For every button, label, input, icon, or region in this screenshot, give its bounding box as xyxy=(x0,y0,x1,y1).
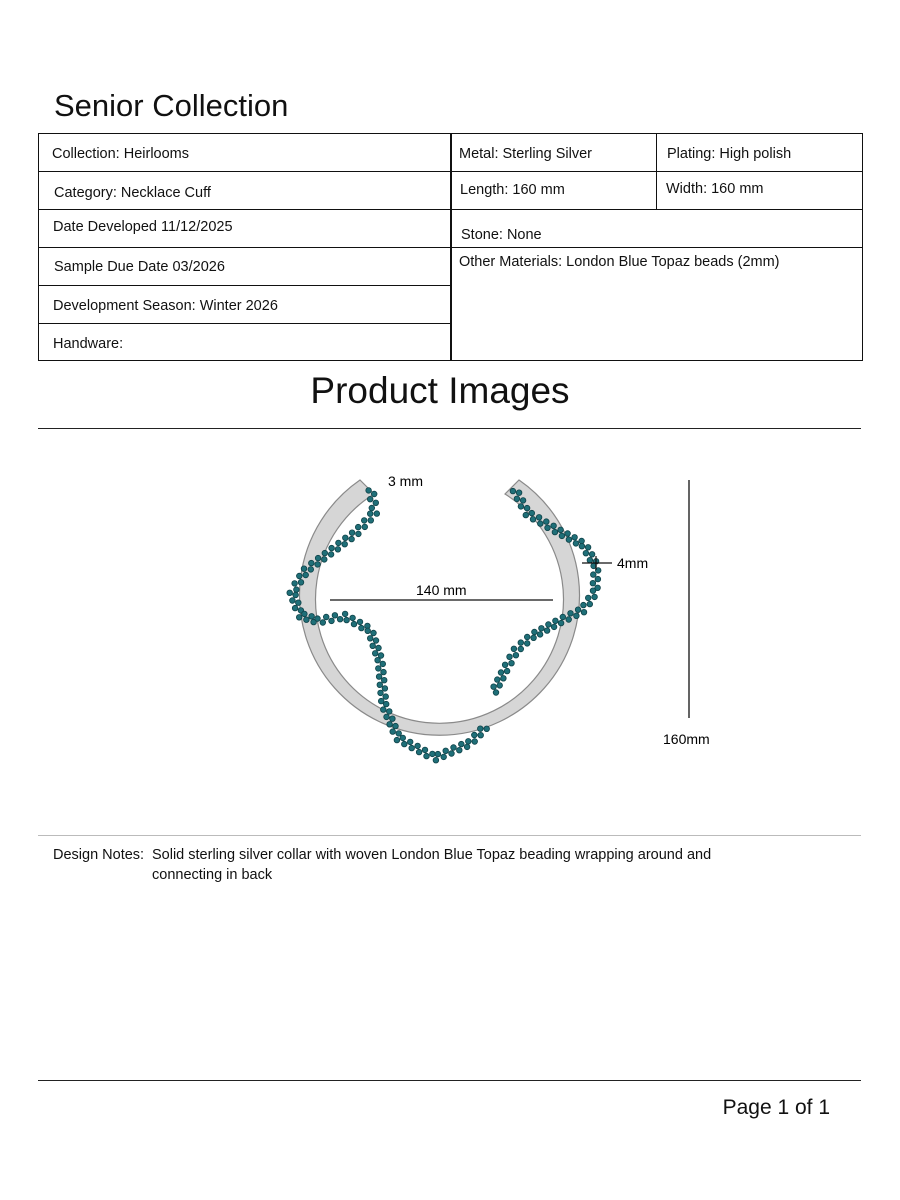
bead xyxy=(292,605,298,611)
bead xyxy=(361,518,367,524)
design-notes-label: Design Notes: xyxy=(53,847,145,863)
bead xyxy=(315,616,321,622)
bead xyxy=(524,634,530,640)
bead xyxy=(493,690,499,696)
bead xyxy=(294,587,300,593)
bead xyxy=(568,611,574,617)
bead xyxy=(514,496,520,502)
bead xyxy=(520,498,526,504)
bead xyxy=(530,517,536,523)
bead xyxy=(518,504,524,510)
bead xyxy=(332,613,338,619)
bead xyxy=(335,547,341,553)
bead xyxy=(384,714,390,720)
bead xyxy=(308,567,314,573)
bead xyxy=(472,732,478,738)
bead xyxy=(349,530,355,536)
bead xyxy=(293,592,299,598)
page-title: Senior Collection xyxy=(54,88,289,123)
bead xyxy=(546,622,552,628)
bead xyxy=(387,709,393,715)
bead xyxy=(518,640,524,646)
bead xyxy=(377,682,383,688)
bead xyxy=(376,645,382,651)
bead xyxy=(373,638,379,644)
bead xyxy=(585,545,591,551)
dim-thickness-label: 3 mm xyxy=(388,473,423,489)
bead xyxy=(367,496,373,502)
bead xyxy=(511,646,517,652)
bead xyxy=(518,646,524,652)
bead xyxy=(443,748,449,754)
collection-field: Collection: Heirlooms xyxy=(52,146,189,162)
bead xyxy=(394,737,400,743)
bead xyxy=(449,751,455,757)
bead xyxy=(524,505,530,511)
bead xyxy=(296,615,302,621)
bead xyxy=(587,557,593,563)
bead xyxy=(590,588,596,594)
bead xyxy=(292,581,298,587)
bead xyxy=(315,562,321,568)
date-developed-field: Date Developed 11/12/2025 xyxy=(53,219,233,235)
width-field: Width: 160 mm xyxy=(666,181,764,197)
bead xyxy=(342,541,348,547)
bead xyxy=(501,676,507,682)
bead xyxy=(390,729,396,735)
bead xyxy=(587,601,593,607)
hardware-field: Handware: xyxy=(53,336,124,352)
bead xyxy=(396,731,402,737)
bead xyxy=(298,580,304,586)
bead xyxy=(320,620,326,626)
bead xyxy=(544,519,550,525)
product-images-heading: Product Images xyxy=(310,370,570,411)
bead xyxy=(433,757,439,763)
bead xyxy=(309,614,315,620)
dim-inner-width-label: 140 mm xyxy=(416,582,467,598)
bead xyxy=(558,527,564,533)
bead xyxy=(373,500,379,506)
bead xyxy=(579,538,585,544)
bead xyxy=(590,580,596,586)
bead xyxy=(367,511,373,517)
bead xyxy=(504,668,510,674)
bead xyxy=(322,557,328,563)
bead xyxy=(378,698,384,704)
bead xyxy=(579,543,585,549)
bead xyxy=(539,626,545,632)
bead xyxy=(595,576,601,582)
bead xyxy=(390,716,396,722)
bead xyxy=(329,545,335,551)
bead xyxy=(336,540,342,546)
bead xyxy=(371,491,377,497)
notes-divider xyxy=(38,835,861,836)
bead xyxy=(371,630,377,636)
bead xyxy=(497,683,503,689)
bead xyxy=(365,628,371,634)
bead xyxy=(424,753,430,759)
bead xyxy=(369,505,375,511)
footer-divider xyxy=(38,1080,861,1081)
bead xyxy=(565,531,571,537)
bead xyxy=(589,552,595,558)
bead xyxy=(301,566,307,572)
bead xyxy=(531,635,537,641)
bead xyxy=(416,749,422,755)
bead xyxy=(375,657,381,663)
bead xyxy=(342,611,348,617)
page-number: Page 1 of 1 xyxy=(722,1096,830,1119)
bead xyxy=(344,617,350,623)
bead xyxy=(538,521,544,527)
bead xyxy=(309,560,315,566)
bead xyxy=(536,515,542,521)
bead xyxy=(422,747,428,753)
bead xyxy=(553,618,559,624)
bead xyxy=(381,707,387,713)
bead xyxy=(430,751,436,757)
bead xyxy=(583,550,589,556)
bead xyxy=(362,524,368,530)
bead xyxy=(302,611,308,617)
bead xyxy=(381,677,387,683)
length-field: Length: 160 mm xyxy=(460,182,565,198)
bead xyxy=(523,512,529,518)
bead xyxy=(323,614,329,620)
bead xyxy=(575,607,581,613)
bead xyxy=(573,541,579,547)
bead xyxy=(574,613,580,619)
bead xyxy=(349,536,355,542)
spec-table-left xyxy=(38,133,451,361)
bead xyxy=(545,525,551,531)
bead xyxy=(402,741,408,747)
bead xyxy=(441,754,447,760)
bead xyxy=(478,726,484,732)
bead xyxy=(393,723,399,729)
bead xyxy=(459,741,465,747)
bead xyxy=(464,744,470,750)
bead xyxy=(510,488,516,494)
bead xyxy=(328,552,334,558)
bead xyxy=(551,624,557,630)
bead xyxy=(592,594,598,600)
bead xyxy=(537,632,543,638)
bead xyxy=(367,636,373,642)
bead xyxy=(502,662,508,668)
dim-bead-width-label: 4mm xyxy=(617,555,649,571)
design-notes-line1: Solid sterling silver collar with woven London Blue Topaz beading wrapping around and xyxy=(152,847,712,863)
bead xyxy=(383,694,389,700)
bead xyxy=(359,625,365,631)
bead xyxy=(478,732,484,738)
bead xyxy=(559,533,565,539)
bead xyxy=(544,628,550,634)
bead xyxy=(466,739,472,745)
bead xyxy=(372,651,378,657)
bead xyxy=(491,684,497,690)
bead xyxy=(368,518,374,524)
bead xyxy=(387,722,393,728)
bead xyxy=(409,745,415,751)
design-notes-line2: connecting in back xyxy=(152,867,273,883)
bead xyxy=(287,590,293,596)
bead xyxy=(498,670,504,676)
bead xyxy=(380,661,386,667)
bead xyxy=(400,735,406,741)
category-field: Category: Necklace Cuff xyxy=(54,185,211,201)
bead xyxy=(560,614,566,620)
bead xyxy=(507,654,513,660)
bead xyxy=(591,572,597,578)
bead xyxy=(382,686,388,692)
bead xyxy=(356,531,362,537)
bead xyxy=(516,490,522,496)
bead xyxy=(551,523,557,529)
bead xyxy=(303,572,309,578)
bead xyxy=(581,609,587,615)
bead xyxy=(383,701,389,707)
bead xyxy=(532,629,538,635)
bead xyxy=(350,615,356,621)
bead xyxy=(529,510,535,516)
product-drawing xyxy=(0,440,900,820)
bead xyxy=(351,621,357,627)
bead xyxy=(370,643,376,649)
bead xyxy=(376,666,382,672)
bead xyxy=(451,745,457,751)
section-divider xyxy=(38,428,861,429)
season-field: Development Season: Winter 2026 xyxy=(53,298,278,314)
sample-due-field: Sample Due Date 03/2026 xyxy=(54,259,225,275)
bead xyxy=(290,598,296,604)
bead xyxy=(435,751,441,757)
bead xyxy=(322,550,328,556)
bead xyxy=(415,743,421,749)
bead xyxy=(484,726,490,732)
bead xyxy=(524,641,530,647)
bead xyxy=(407,739,413,745)
bead xyxy=(343,535,349,541)
bead xyxy=(304,617,310,623)
bead xyxy=(509,660,515,666)
bead xyxy=(472,739,478,745)
bead xyxy=(296,600,302,606)
bead xyxy=(585,595,591,601)
bead xyxy=(581,602,587,608)
bead xyxy=(566,537,572,543)
spec-table-right xyxy=(451,133,863,361)
bead xyxy=(558,620,564,626)
metal-field: Metal: Sterling Silver xyxy=(459,146,592,162)
bead xyxy=(329,618,335,624)
bead xyxy=(513,652,519,658)
bead xyxy=(457,747,463,753)
bead xyxy=(495,677,501,683)
stone-field: Stone: None xyxy=(461,227,542,243)
plating-field: Plating: High polish xyxy=(667,146,792,162)
bead xyxy=(366,488,372,494)
bead xyxy=(374,511,380,517)
bead xyxy=(376,674,382,680)
bead xyxy=(378,690,384,696)
bead xyxy=(355,524,361,530)
bead xyxy=(572,535,578,541)
bead xyxy=(297,573,303,579)
bead xyxy=(566,617,572,623)
other-materials-field: Other Materials: London Blue Topaz beads (2mm) xyxy=(459,254,780,270)
bead xyxy=(337,616,343,622)
dim-height-label: 160mm xyxy=(663,731,710,747)
bead xyxy=(381,669,387,675)
bead xyxy=(315,555,321,561)
bead xyxy=(552,529,558,535)
bead xyxy=(357,619,363,625)
